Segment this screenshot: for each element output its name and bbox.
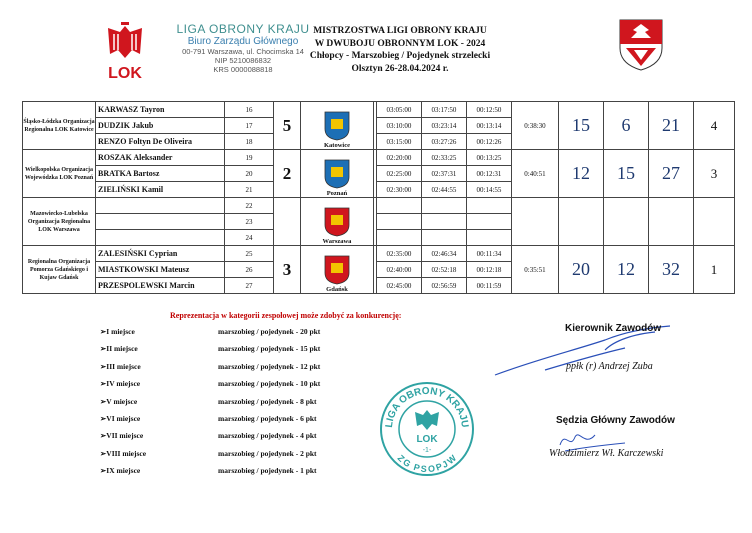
table-row xyxy=(23,102,735,118)
points-list-item xyxy=(100,344,320,361)
run-time: 00:13:25 xyxy=(467,150,512,166)
competitor-name: PRZESPOLEWSKI Marcin xyxy=(96,278,225,294)
competitor-name: ROSZAK Aleksander xyxy=(96,150,225,166)
points-list-item xyxy=(100,397,320,414)
finish-time xyxy=(422,230,467,246)
points-place: ➢ IV miejsce xyxy=(100,379,218,396)
run-time xyxy=(467,214,512,230)
team-org: Regionalna Organizacja Pomorza Gdańskiego i Kujaw Gdańsk xyxy=(23,246,96,294)
start-time: 03:15:00 xyxy=(377,134,422,150)
official-seal xyxy=(378,380,476,478)
finish-time: 02:52:18 xyxy=(422,262,467,278)
run-time: 00:12:18 xyxy=(467,262,512,278)
competitor-name: ZALESIŃSKI Cyprian xyxy=(96,246,225,262)
start-number: 20 xyxy=(225,166,274,182)
start-time xyxy=(377,214,422,230)
city-name: Gdańsk xyxy=(326,286,348,293)
points-run xyxy=(559,198,604,246)
nip: NIP 5210086832 xyxy=(214,56,272,65)
team-position: 3 xyxy=(274,246,301,294)
finish-time: 03:27:26 xyxy=(422,134,467,150)
finish-time xyxy=(422,198,467,214)
finish-time: 02:33:25 xyxy=(422,150,467,166)
start-time: 02:35:00 xyxy=(377,246,422,262)
finish-time: 02:37:31 xyxy=(422,166,467,182)
start-time: 02:45:00 xyxy=(377,278,422,294)
points-desc: marszobieg / pojedynek - 6 pkt xyxy=(218,413,317,423)
team-total-time: 0:38:30 xyxy=(512,102,559,150)
sedzia-name: Włodzimierz Wł. Karczewski xyxy=(549,448,664,459)
run-time: 00:11:34 xyxy=(467,246,512,262)
kierownik-title: Kierownik Zawodów xyxy=(565,323,662,334)
points-shoot xyxy=(604,198,649,246)
start-number: 23 xyxy=(225,214,274,230)
points-desc: marszobieg / pojedynek - 2 pkt xyxy=(218,448,317,458)
liga-name: LIGA OBRONY KRAJU xyxy=(176,22,310,36)
competitor-name: KARWASZ Tayron xyxy=(96,102,225,118)
points-desc: marszobieg / pojedynek - 1 pkt xyxy=(218,466,317,476)
finish-time: 02:44:55 xyxy=(422,182,467,198)
finish-time: 03:17:50 xyxy=(422,102,467,118)
address: 00-791 Warszawa, ul. Chocimska 14 xyxy=(182,47,304,56)
start-time: 02:20:00 xyxy=(377,150,422,166)
page-title xyxy=(300,25,500,75)
final-place: 1 xyxy=(694,246,735,294)
region-crest-icon xyxy=(618,18,664,72)
start-number: 17 xyxy=(225,118,274,134)
table-row xyxy=(23,198,735,214)
run-time xyxy=(467,230,512,246)
start-number: 19 xyxy=(225,150,274,166)
start-time: 03:05:00 xyxy=(377,102,422,118)
points-desc: marszobieg / pojedynek - 8 pkt xyxy=(218,396,317,406)
points-desc: marszobieg / pojedynek - 10 pkt xyxy=(218,379,321,389)
krs: KRS 0000088818 xyxy=(213,65,273,74)
start-time: 02:30:00 xyxy=(377,182,422,198)
competitor-name xyxy=(96,198,225,214)
city-crest xyxy=(301,198,374,246)
start-time: 03:10:00 xyxy=(377,118,422,134)
title-line-3: Chłopcy - Marszobieg / Pojedynek strzelecki xyxy=(309,51,491,61)
organization-header xyxy=(168,22,318,74)
city-name: Poznań xyxy=(326,190,348,197)
points-list-item xyxy=(100,362,320,379)
start-time xyxy=(377,198,422,214)
table-row xyxy=(23,246,735,262)
repr-note: Reprezentacja w kategorii zespołowej może zdobyć za konkurencję: xyxy=(170,311,402,320)
points-shoot: 6 xyxy=(604,102,649,150)
biuro: Biuro Zarządu Głównego xyxy=(187,36,299,47)
run-time: 00:12:31 xyxy=(467,166,512,182)
title-line-1: MISTRZOSTWA LIGI OBRONY KRAJU xyxy=(313,26,487,36)
start-time: 02:40:00 xyxy=(377,262,422,278)
finish-time: 02:56:59 xyxy=(422,278,467,294)
points-list-item xyxy=(100,466,320,483)
points-place: ➢ IX miejsce xyxy=(100,466,218,483)
sedzia-title: Sędzia Główny Zawodów xyxy=(556,415,675,426)
results-table xyxy=(22,101,735,294)
team-position: 2 xyxy=(274,150,301,198)
start-number: 25 xyxy=(225,246,274,262)
lok-logo-text: LOK xyxy=(108,65,142,82)
points-sum: 21 xyxy=(649,102,694,150)
city-crest xyxy=(301,150,374,198)
city-crest-icon xyxy=(324,207,350,237)
city-name: Warszawa xyxy=(322,238,352,245)
start-time xyxy=(377,230,422,246)
city-name: Katowice xyxy=(324,142,350,149)
run-time: 00:12:50 xyxy=(467,102,512,118)
points-place: ➢ V miejsce xyxy=(100,397,218,414)
run-time: 00:11:59 xyxy=(467,278,512,294)
competitor-name: RENZO Foltyn De Oliveira xyxy=(96,134,225,150)
team-org: Mazowiecko-Lubelska Organizacja Regionalna LOK Warszawa xyxy=(23,198,96,246)
team-position xyxy=(274,198,301,246)
team-total-time: 0:40:51 xyxy=(512,150,559,198)
title-line-4: Olsztyn 26-28.04.2024 r. xyxy=(351,63,449,74)
points-place: ➢ II miejsce xyxy=(100,344,218,361)
points-place: ➢ VIII miejsce xyxy=(100,449,218,466)
points-shoot: 12 xyxy=(604,246,649,294)
team-total-time xyxy=(512,198,559,246)
team-total-time: 0:35:51 xyxy=(512,246,559,294)
points-list-item xyxy=(100,449,320,466)
svg-text:ZG PSOPJW xyxy=(396,453,459,474)
points-run: 12 xyxy=(559,150,604,198)
run-time: 00:14:55 xyxy=(467,182,512,198)
competitor-name: ZIELIŃSKI Kamil xyxy=(96,182,225,198)
points-place: ➢ VI miejsce xyxy=(100,414,218,431)
seal-number: -1- xyxy=(422,447,432,454)
points-place: ➢ I miejsce xyxy=(100,327,218,344)
points-sum: 27 xyxy=(649,150,694,198)
city-crest-icon xyxy=(324,159,350,189)
points-sum xyxy=(649,198,694,246)
points-desc: marszobieg / pojedynek - 4 pkt xyxy=(218,431,317,441)
lok-logo xyxy=(100,20,150,82)
finish-time: 03:23:14 xyxy=(422,118,467,134)
final-place xyxy=(694,198,735,246)
finish-time: 02:46:34 xyxy=(422,246,467,262)
points-list-item xyxy=(100,379,320,396)
points-sum: 32 xyxy=(649,246,694,294)
start-time: 02:25:00 xyxy=(377,166,422,182)
team-org: Wielkopolska Organizacja Wojewódzka LOK Poznań xyxy=(23,150,96,198)
start-number: 27 xyxy=(225,278,274,294)
start-number: 21 xyxy=(225,182,274,198)
start-number: 22 xyxy=(225,198,274,214)
table-row xyxy=(23,150,735,166)
seal-center-text: LOK xyxy=(416,434,438,445)
points-list-item xyxy=(100,431,320,448)
competitor-name: MIASTKOWSKI Mateusz xyxy=(96,262,225,278)
competitor-name xyxy=(96,214,225,230)
points-desc: marszobieg / pojedynek - 15 pkt xyxy=(218,344,321,354)
seal-top-text: LIGA OBRONY KRAJU xyxy=(383,385,471,429)
points-run: 15 xyxy=(559,102,604,150)
team-position: 5 xyxy=(274,102,301,150)
points-shoot: 15 xyxy=(604,150,649,198)
points-list-item xyxy=(100,414,320,431)
competitor-name: DUDZIK Jakub xyxy=(96,118,225,134)
points-list-item xyxy=(100,327,320,344)
kierownik-name: ppłk (r) Andrzej Zuba xyxy=(566,361,653,372)
city-crest-icon xyxy=(324,111,350,141)
points-place: ➢ III miejsce xyxy=(100,362,218,379)
city-crest xyxy=(301,102,374,150)
finish-time xyxy=(422,214,467,230)
competitor-name xyxy=(96,230,225,246)
points-run: 20 xyxy=(559,246,604,294)
start-number: 16 xyxy=(225,102,274,118)
start-number: 24 xyxy=(225,230,274,246)
city-crest-icon xyxy=(324,255,350,285)
points-place: ➢ VII miejsce xyxy=(100,431,218,448)
run-time xyxy=(467,198,512,214)
start-number: 18 xyxy=(225,134,274,150)
competitor-name: BRATKA Bartosz xyxy=(96,166,225,182)
seal-bottom-text: ZG PSOPJW xyxy=(395,452,459,475)
run-time: 00:13:14 xyxy=(467,118,512,134)
team-org: Śląsko-Łódzka Organizacja Regionalna LOK Katowice xyxy=(23,102,96,150)
city-crest xyxy=(301,246,374,294)
final-place: 3 xyxy=(694,150,735,198)
final-place: 4 xyxy=(694,102,735,150)
title-line-2: W DWUBOJU OBRONNYM LOK - 2024 xyxy=(314,38,486,49)
points-list xyxy=(100,327,320,484)
points-desc: marszobieg / pojedynek - 20 pkt xyxy=(218,327,321,336)
start-number: 26 xyxy=(225,262,274,278)
run-time: 00:12:26 xyxy=(467,134,512,150)
points-desc: marszobieg / pojedynek - 12 pkt xyxy=(218,361,321,371)
